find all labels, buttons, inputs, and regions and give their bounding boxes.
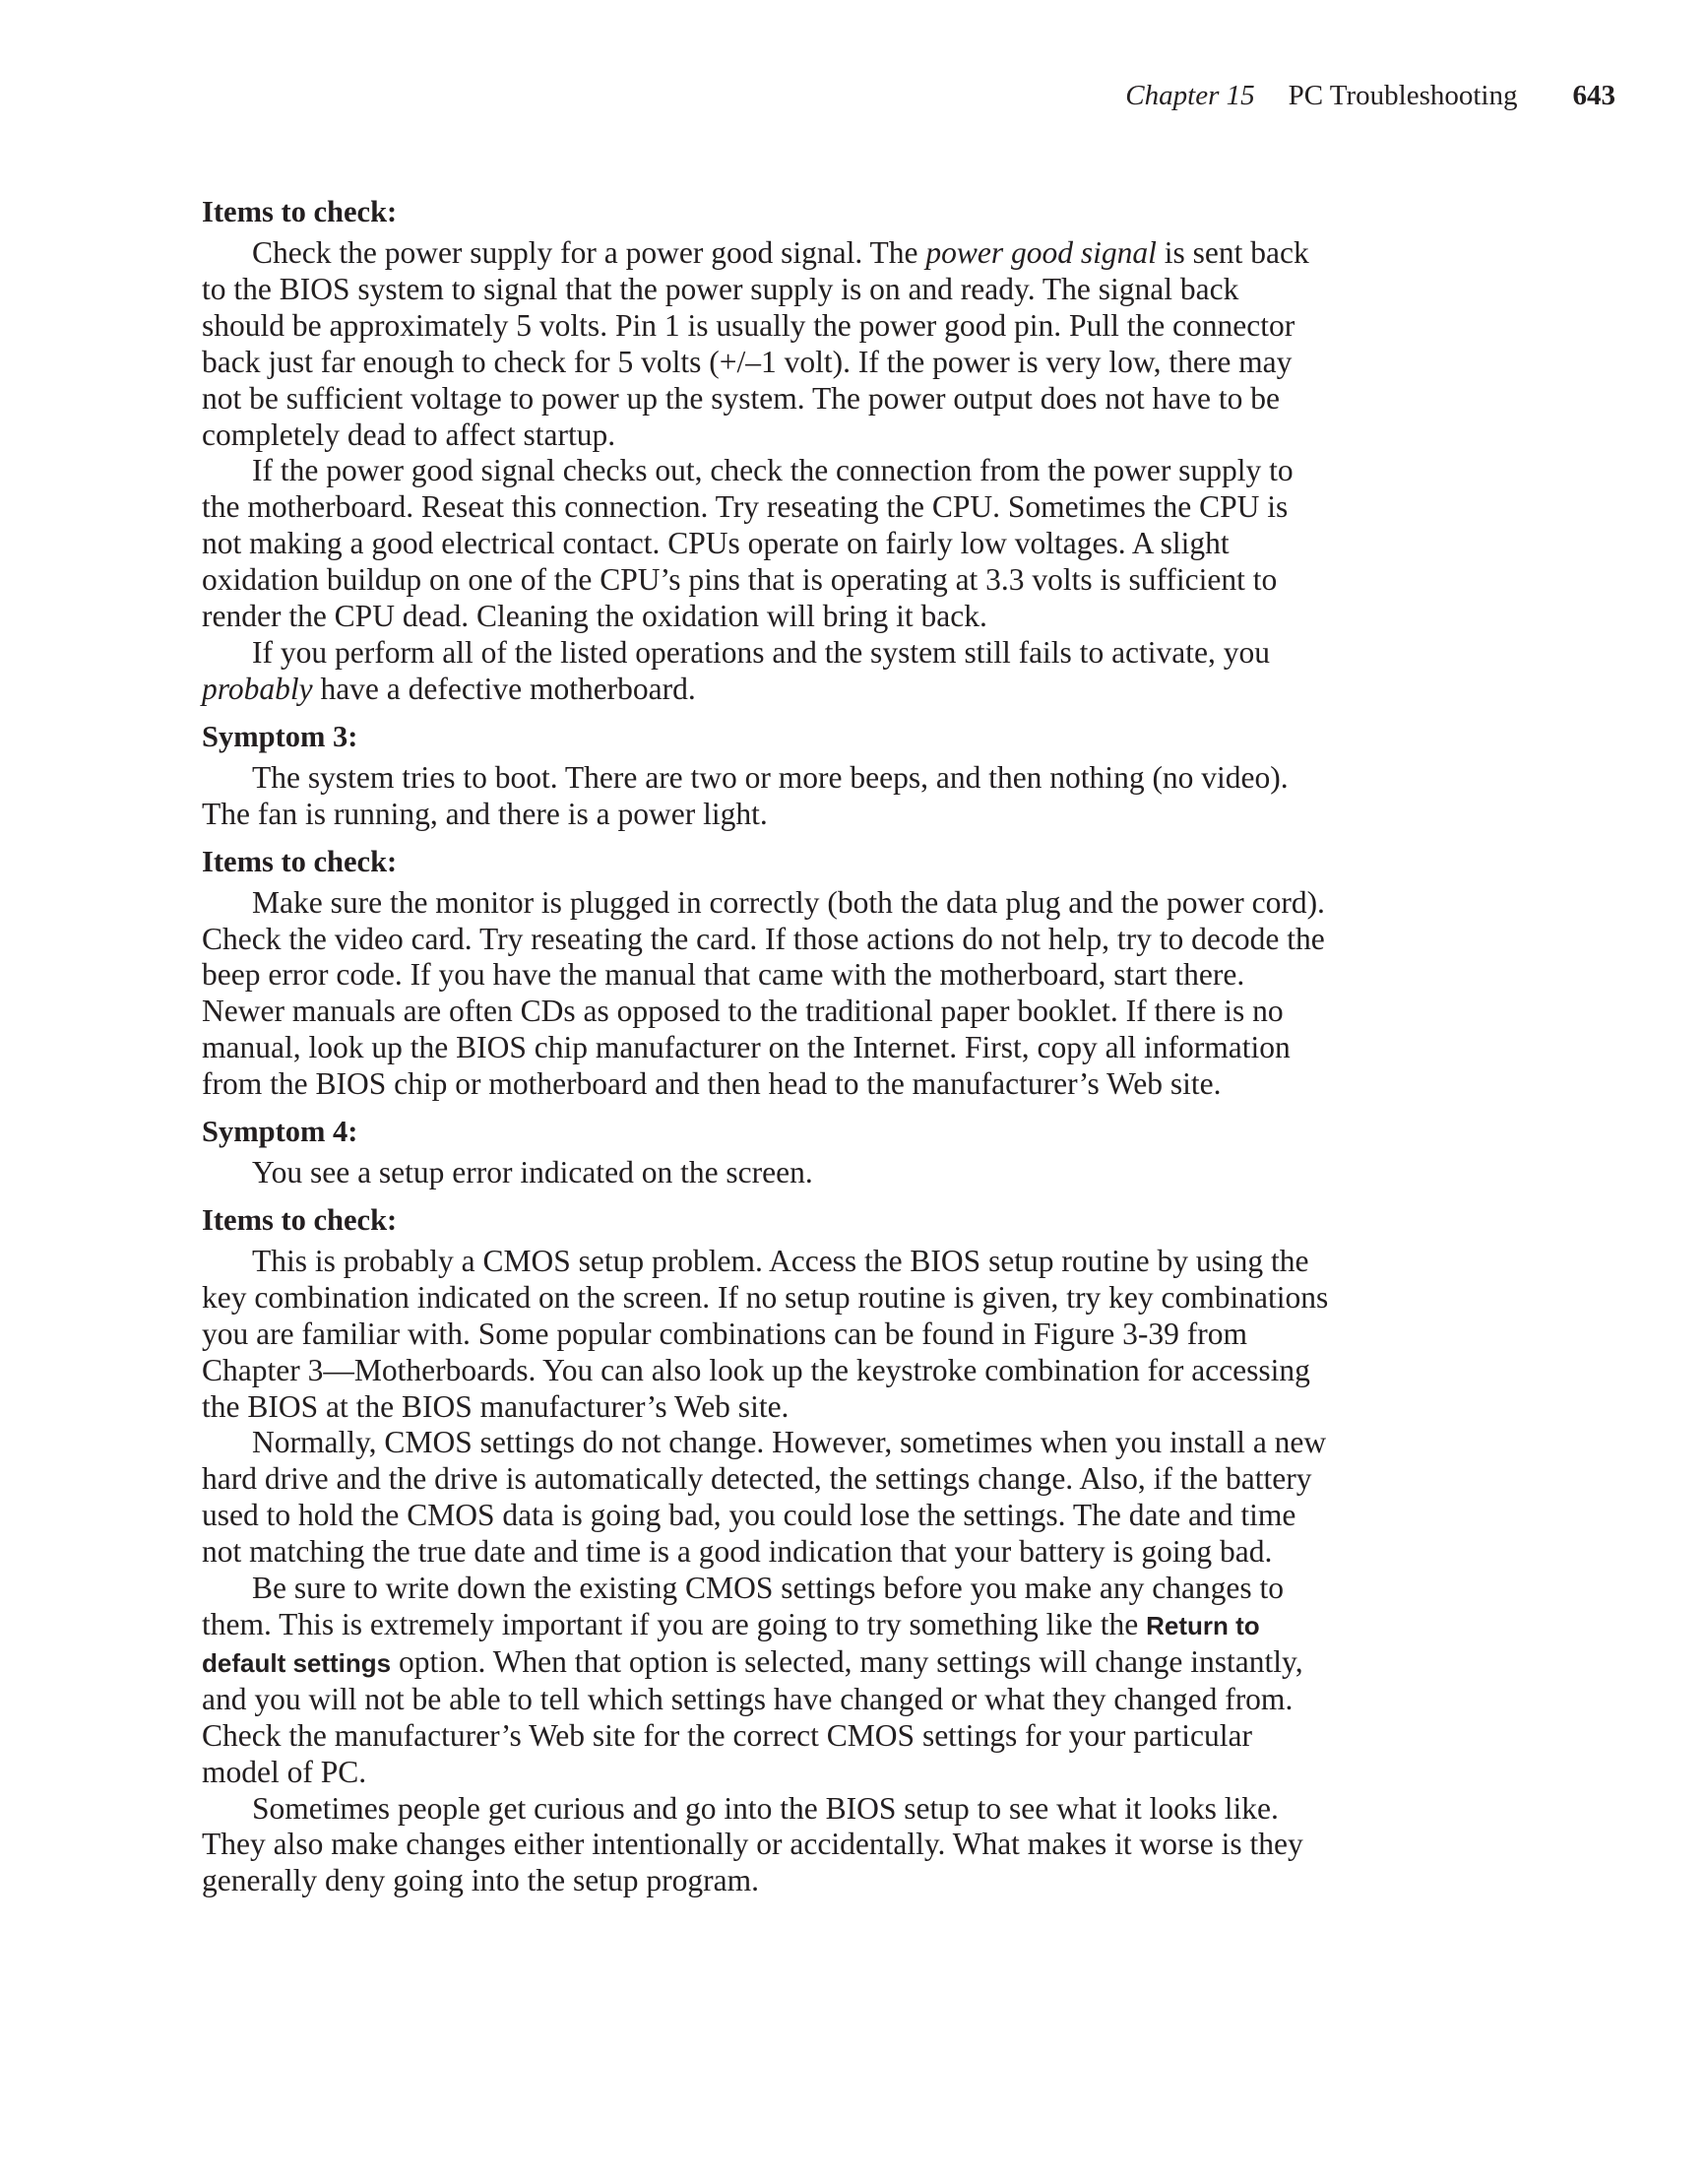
paragraph-power-good-signal bbox=[202, 235, 1329, 453]
paragraph-text: If you perform all of the listed operations and the system still fails to activate, you bbox=[252, 634, 1270, 670]
paragraph-cmos-setup: This is probably a CMOS setup problem. Access the BIOS setup routine by using the key combination indicated on the screen. If no setup routine is given, try key combinations you are familiar with. Some popular combinations can be found in Figure 3-39 from Chapter 3—Motherboards. You can also look up the keystroke combination for accessing the BIOS at the BIOS manufacturer’s Web site. bbox=[202, 1243, 1329, 1424]
paragraph-monitor-check: Make sure the monitor is plugged in correctly (both the data plug and the power cord). Check the video card. Try reseating the card. If those actions do not help, try to decode the beep error code. If you have the manual that came with the motherboard, start there. Newer manuals are often CDs as opposed to the traditional paper booklet. If there is no manual, look up the BIOS chip manufacturer on the Internet. First, copy all information from the BIOS chip or motherboard and then head to the manufacturer’s Web site. bbox=[202, 884, 1325, 1102]
menu-option-term: Return to default settings bbox=[202, 1611, 1260, 1678]
paragraph-text: Be sure to write down the existing CMOS settings before you make any changes to them. This is extremely important if you are going to try something like the bbox=[202, 1571, 1285, 1641]
paragraph-cmos-settings-change: Normally, CMOS settings do not change. However, sometimes when you install a new hard drive and the drive is automatically detected, the settings change. Also, if the battery used to hold the CMOS data is going bad, you could lose the settings. The date and time not matching the true date and time is a good indication that your battery is going bad. bbox=[202, 1425, 1327, 1570]
section-heading-symptom-4: Symptom 4: bbox=[202, 1115, 358, 1149]
paragraph-symptom-3: The system tries to boot. There are two or more beeps, and then nothing (no video). The fan is running, and there is a power light. bbox=[202, 759, 1289, 831]
paragraph-write-down-settings bbox=[202, 1571, 1329, 1790]
page-number: 643 bbox=[1572, 80, 1615, 111]
body-text bbox=[202, 194, 1329, 1899]
paragraph-check-connection: If the power good signal checks out, check the connection from the power supply to the motherboard. Reseat this connection. Try reseating the CPU. Sometimes the CPU is not making a good electrical contact. CPUs operate on fairly low voltages. A slight oxidation buildup on one of the CPU’s pins that is operating at 3.3 volts is sufficient to render the CPU dead. Cleaning the oxidation will bring it back. bbox=[202, 453, 1294, 634]
section-heading-items-to-check-1: Items to check: bbox=[202, 195, 398, 228]
paragraph-text: is sent back to the BIOS system to signal that the power supply is on and ready. The signal back should be approximately 5 volts. Pin 1 is usually the power good pin. Pull the connector back just far enough to check for 5 volts (+/–1 volt). If the power is very low, there may not be sufficient voltage to power up the system. The power output does not have to be completely dead to affect startup. bbox=[202, 235, 1309, 452]
chapter-title: PC Troubleshooting bbox=[1288, 80, 1518, 111]
running-head bbox=[1125, 77, 1615, 114]
paragraph-curious-users: Sometimes people get curious and go into the BIOS setup to see what it looks like. They also make changes either intentionally or accidentally. What makes it worse is they generally deny going into the setup program. bbox=[202, 1790, 1303, 1898]
section-heading-items-to-check-2: Items to check: bbox=[202, 844, 398, 878]
chapter-label: Chapter 15 bbox=[1125, 80, 1255, 111]
paragraph-symptom-4: You see a setup error indicated on the screen. bbox=[252, 1155, 813, 1190]
paragraph-text: option. When that option is selected, many settings will change instantly, and you will not be able to tell which settings have changed or what they changed from. Check the manufacturer’s Web site for the correct CMOS settings for your particular model of PC. bbox=[202, 1643, 1303, 1789]
emphasis-term: power good signal bbox=[925, 235, 1157, 270]
emphasis-term: probably bbox=[202, 671, 313, 706]
paragraph-text: have a defective motherboard. bbox=[312, 671, 696, 706]
paragraph-defective-motherboard bbox=[202, 635, 1329, 708]
paragraph-text: Check the power supply for a power good signal. The bbox=[252, 235, 926, 270]
section-heading-symptom-3: Symptom 3: bbox=[202, 719, 358, 753]
section-heading-items-to-check-3: Items to check: bbox=[202, 1202, 398, 1237]
